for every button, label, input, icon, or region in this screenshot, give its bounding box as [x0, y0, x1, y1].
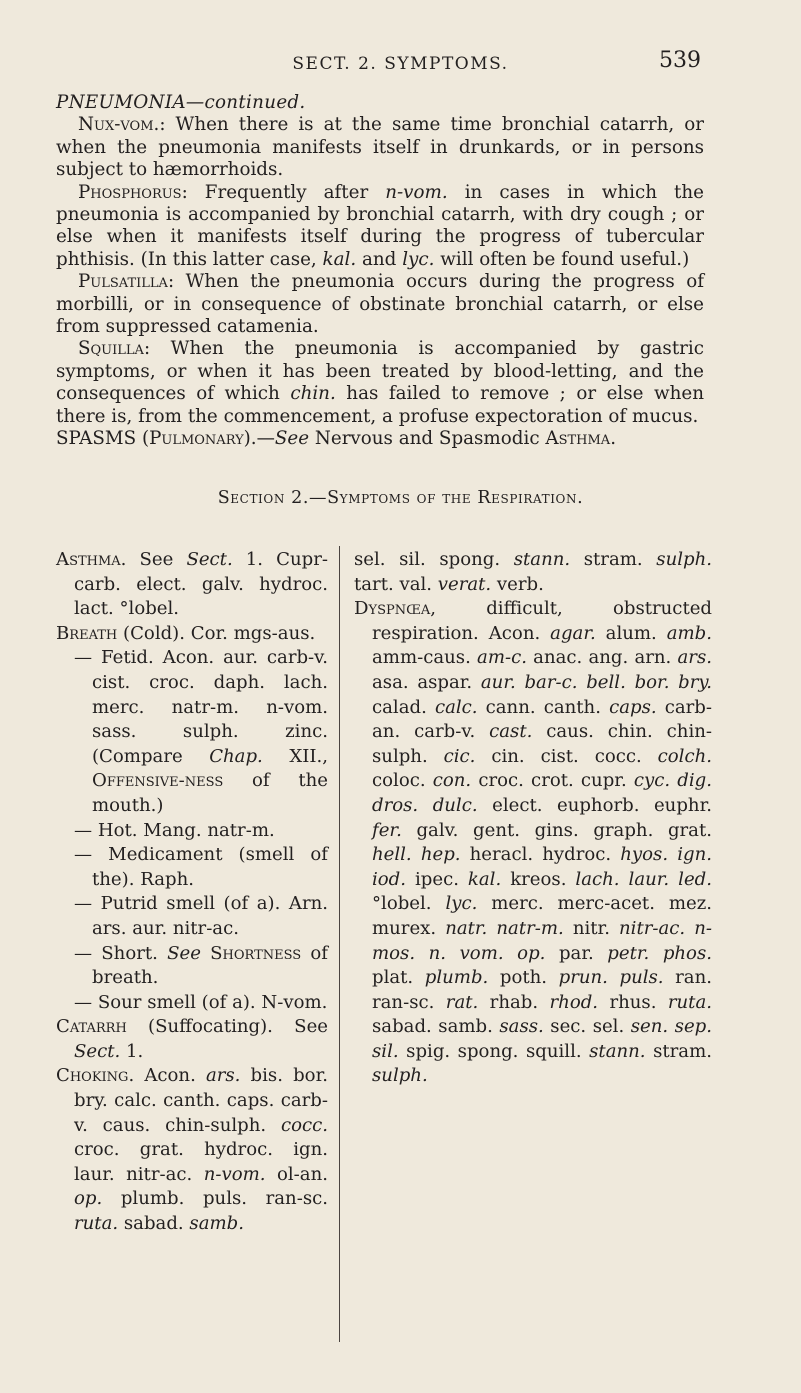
- italic-remedy: cyc.: [633, 770, 671, 792]
- entry-text: carb-an. carb-v.: [372, 696, 712, 743]
- entry-text: sec. sel.: [543, 1016, 631, 1038]
- entry-text: heracl. hydroc.: [460, 844, 621, 866]
- paragraph-text: : When the pneumonia is accompanied by gastric symptoms, or when it has been treated by blood-letting, and the consequences of which: [56, 338, 704, 405]
- remedy-name: Pulsatilla: [78, 271, 168, 293]
- italic-remedy: petr.: [607, 942, 650, 964]
- entry-text: bis. bor. bry. calc. canth. caps. carb-v. caus. chin-sulph.: [74, 1065, 328, 1136]
- entry-text: [669, 869, 678, 890]
- italic-remedy: rat.: [445, 991, 479, 1013]
- italic-remedy: lach.: [575, 868, 620, 890]
- entry-text: [418, 795, 433, 816]
- entry-text: croc. crot. cupr.: [471, 770, 634, 792]
- entry-italic: ars.: [205, 1065, 241, 1087]
- entry-text: plumb. puls. ran-sc.: [102, 1188, 328, 1210]
- entry-text: [504, 943, 518, 964]
- entry-text: stram.: [570, 549, 657, 570]
- subentry-putrid: — Putrid smell (of a). Arn. ars. aur. nitr-ac.: [74, 893, 328, 939]
- italic-remedy: dros.: [372, 794, 419, 816]
- paragraph-text: and: [356, 248, 403, 270]
- italic-remedy: sulph.: [372, 1065, 428, 1087]
- entry-text: sabad.: [118, 1213, 190, 1235]
- italic-remedy: agar.: [550, 622, 596, 644]
- italic-remedy: natr-m.: [496, 917, 564, 939]
- remedy-name: Phosphorus: [78, 181, 182, 203]
- entry-text: of the mouth.): [92, 770, 328, 816]
- entry-text: sel. sil. spong.: [354, 549, 514, 570]
- paragraph-text: : Frequently after: [181, 181, 386, 203]
- entry-italic: sulph.: [656, 549, 712, 570]
- choking-continued: [354, 548, 712, 597]
- italic-remedy: hep.: [420, 844, 461, 866]
- italic-remedy: aur.: [480, 671, 516, 693]
- italic-remedy: sen.: [630, 1016, 669, 1038]
- page-number: 539: [659, 48, 701, 73]
- entry-asthma: [56, 548, 328, 622]
- italic-remedy: bor.: [634, 671, 670, 693]
- entry-text: tart. val.: [354, 573, 438, 595]
- entry-text: poth.: [488, 967, 559, 989]
- paragraph-text: has failed to remove ; or else when there is, from the commencement, a profuse expectoration of mucus.: [56, 383, 705, 427]
- entry-italic: op.: [74, 1188, 103, 1210]
- entry-text: merc. merc-acet. mez. murex.: [372, 893, 712, 939]
- italic-remedy: rhod.: [549, 991, 599, 1013]
- italic-remedy: con.: [432, 770, 472, 792]
- entry-text: of breath.: [92, 942, 328, 989]
- entry-italic: ruta.: [74, 1213, 119, 1235]
- italic-remedy: kal.: [322, 248, 357, 270]
- entry-text: rhab.: [478, 991, 550, 1013]
- entry-text: See: [126, 549, 187, 570]
- entry-text: — Fetid. Acon. aur. carb-v. cist. croc. daph. lach. merc. natr-m. n-vom. sass. sulph. zinc. (Compare: [74, 647, 328, 767]
- entry-text: amm-caus.: [372, 647, 478, 669]
- entry-italic: samb.: [189, 1213, 244, 1235]
- italic-remedy: plumb.: [424, 967, 489, 989]
- entry-text: ipec.: [406, 868, 468, 890]
- italic-remedy: led.: [678, 868, 712, 890]
- entry-text: (Cold). Cor. mgs-aus.: [117, 622, 316, 644]
- entry-text: Acon.: [134, 1065, 206, 1087]
- entry-text: coloc.: [372, 770, 433, 792]
- entry-text: sabad. samb.: [372, 1016, 500, 1038]
- italic-remedy: laur.: [628, 868, 670, 890]
- pneumonia-continued-block: [56, 92, 704, 451]
- see-reference: See: [274, 428, 310, 450]
- right-column: [354, 548, 712, 1089]
- entry-head: Catarrh: [56, 1016, 127, 1038]
- entry-italic: stann.: [513, 549, 571, 570]
- italic-remedy: n. vom.: [428, 942, 504, 964]
- entry-text: [415, 943, 429, 964]
- italic-remedy: cast.: [489, 721, 533, 743]
- entry-italic: Sect.: [74, 1040, 121, 1062]
- entry-head: Dyspnœa,: [354, 598, 437, 620]
- pneumonia-heading: PNEUMONIA—continued.: [56, 92, 306, 113]
- italic-remedy: phos.: [662, 942, 712, 964]
- paragraph-text: : When the pneumonia occurs during the progress of morbilli, or in consequence of obstinate bronchial catarrh, or else from suppressed catamenia.: [56, 271, 704, 338]
- entry-head: Breath: [56, 622, 118, 644]
- entry-breath: [56, 622, 328, 647]
- section-title: Section 2.—Symptoms of the Respiration.: [217, 488, 584, 508]
- entry-text: nitr.: [563, 917, 619, 939]
- subentry-short: [56, 942, 328, 991]
- italic-remedy: bar-c.: [524, 671, 578, 693]
- dash: —: [256, 428, 275, 450]
- italic-remedy: cic.: [443, 745, 476, 767]
- paragraph-squilla: [56, 338, 704, 428]
- italic-remedy: fer.: [372, 819, 402, 841]
- italic-remedy: natr.: [445, 917, 488, 939]
- remedy-name: Nux-vom.: [78, 114, 160, 136]
- italic-remedy: lyc.: [445, 893, 478, 915]
- entry-text: anac. ang. arn.: [526, 647, 678, 669]
- italic-remedy: lyc.: [402, 248, 435, 270]
- cross-reference-term: Asthma.: [545, 428, 617, 450]
- entry-text: [578, 672, 587, 693]
- entry-italic: cocc.: [280, 1114, 328, 1136]
- entry-text: stram.: [645, 1040, 712, 1062]
- subentry-hot: — Hot. Mang. natr-m.: [74, 819, 275, 841]
- entry-catarrh: [56, 1015, 328, 1064]
- italic-remedy: sil.: [372, 1040, 399, 1062]
- entry-text: rhus.: [598, 991, 668, 1013]
- entry-text: cann. canth.: [477, 696, 610, 718]
- paragraph-phosphorus: [56, 182, 704, 272]
- entry-text: spig. spong. squill.: [398, 1040, 590, 1062]
- entry-italic: n-vom.: [203, 1163, 266, 1185]
- italic-remedy: stann.: [589, 1040, 646, 1062]
- italic-remedy: prun.: [558, 967, 608, 989]
- subentry-fetid: [56, 646, 328, 818]
- italic-remedy: n-mos.: [372, 917, 712, 964]
- entry-italic: See: [167, 942, 201, 964]
- entry-head: Choking.: [56, 1065, 135, 1087]
- entry-text: [626, 672, 635, 693]
- italic-remedy: chin.: [290, 383, 336, 405]
- entry-text: ol-an.: [265, 1163, 328, 1185]
- entry-head: Asthma.: [56, 549, 127, 570]
- entry-text: [412, 844, 421, 865]
- italic-remedy: colch.: [657, 745, 713, 767]
- italic-remedy: op.: [517, 942, 546, 964]
- entry-text: [668, 844, 677, 865]
- paragraph-nux-vom: [56, 114, 704, 181]
- entry-text: 1.: [120, 1040, 144, 1062]
- italic-remedy: iod.: [372, 868, 407, 890]
- entry-text: kreos.: [501, 868, 576, 890]
- italic-remedy: sep.: [674, 1016, 712, 1038]
- entry-text: [620, 869, 629, 890]
- cross-reference: Nervous and Spasmodic: [314, 428, 540, 450]
- entry-italic: verat.: [437, 573, 492, 595]
- entry-text: ran. ran-sc.: [372, 967, 712, 1013]
- entry-dyspnoea: [354, 597, 712, 1089]
- entry-text: — Short.: [74, 942, 168, 964]
- entry-text: galv. gent. gins. graph. grat.: [401, 819, 712, 841]
- subentry-medicament: — Medicament (smell of the). Raph.: [74, 844, 328, 890]
- entry-choking: [56, 1064, 328, 1236]
- italic-remedy: amb.: [666, 622, 712, 644]
- italic-remedy: ars.: [677, 647, 712, 669]
- running-head: SECT. 2. SYMPTOMS.: [292, 54, 509, 74]
- italic-remedy: ruta.: [667, 991, 712, 1013]
- entry-text: croc. grat. hydroc. ign. laur. nitr-ac.: [74, 1139, 328, 1185]
- entry-text: difficult, obstructed respiration. Acon.: [372, 598, 712, 644]
- entry-italic: Chap.: [209, 745, 263, 767]
- entry-text: [649, 943, 663, 964]
- left-column: [56, 548, 328, 1237]
- entry-text: [685, 918, 694, 939]
- entry-text: calad.: [372, 696, 435, 718]
- entry-text: 1. Cupr-carb. elect. galv. hydroc. lact. °lobel.: [74, 549, 328, 620]
- entry-text: elect. euphorb. euphr.: [477, 794, 712, 816]
- entry-text: [201, 943, 210, 964]
- spasms-term: SPASMS: [56, 428, 137, 450]
- entry-text: °lobel.: [372, 893, 446, 915]
- entry-text: verb.: [491, 573, 544, 595]
- italic-remedy: hell.: [372, 844, 412, 866]
- italic-remedy: dig.: [677, 770, 712, 792]
- entry-text: [608, 967, 620, 988]
- entry-text: asa. aspar.: [372, 671, 481, 693]
- paragraph-pulsatilla: [56, 271, 704, 338]
- entry-text: (Suffocating). See: [126, 1016, 328, 1038]
- italic-remedy: am-c.: [477, 647, 527, 669]
- entry-italic: Sect.: [186, 549, 233, 570]
- italic-remedy: nitr-ac.: [619, 917, 686, 939]
- cross-reference-term: Offensive-ness: [92, 770, 224, 792]
- remedy-name: Squilla: [78, 338, 144, 360]
- entry-text: cin. cist. cocc.: [475, 745, 658, 767]
- italic-remedy: calc.: [434, 696, 478, 718]
- italic-remedy: kal.: [467, 868, 502, 890]
- italic-remedy: n-vom.: [385, 181, 448, 203]
- entry-text: XII.,: [262, 745, 328, 767]
- dyspnoea-remedy-list: [372, 598, 712, 1086]
- entry-text: alum.: [595, 622, 667, 644]
- italic-remedy: ign.: [677, 844, 712, 866]
- spasms-entry: [56, 428, 704, 450]
- column-divider: [339, 546, 340, 1342]
- paragraph-text: in cases in which the pneumonia is accompanied by bronchial catarrh, with dry cough ; or else when it manifests itself during the progress of tubercular phthisis. (In this latter case,: [56, 181, 704, 270]
- italic-remedy: puls.: [619, 967, 664, 989]
- italic-remedy: dulc.: [432, 794, 478, 816]
- italic-remedy: bell.: [586, 671, 626, 693]
- spasms-qualifier: (Pulmonary).: [141, 428, 257, 450]
- subentry-sour: — Sour smell (of a). N-vom.: [74, 991, 328, 1013]
- paragraph-text: will often be found useful.): [434, 248, 690, 270]
- entry-text: par.: [545, 942, 608, 964]
- cross-reference-term: Shortness: [210, 942, 302, 964]
- entry-text: plat.: [372, 967, 425, 989]
- italic-remedy: caps.: [609, 696, 657, 718]
- entry-text: caus. chin. chin-sulph.: [372, 721, 712, 767]
- italic-remedy: hyos.: [620, 844, 669, 866]
- entry-text: [669, 672, 678, 693]
- italic-remedy: sass.: [499, 1016, 544, 1038]
- paragraph-text: : When there is at the same time bronchial catarrh, or when the pneumonia manifests itself in drunkards, or in persons subject to hæmorrhoids.: [56, 114, 704, 181]
- italic-remedy: bry.: [678, 671, 712, 693]
